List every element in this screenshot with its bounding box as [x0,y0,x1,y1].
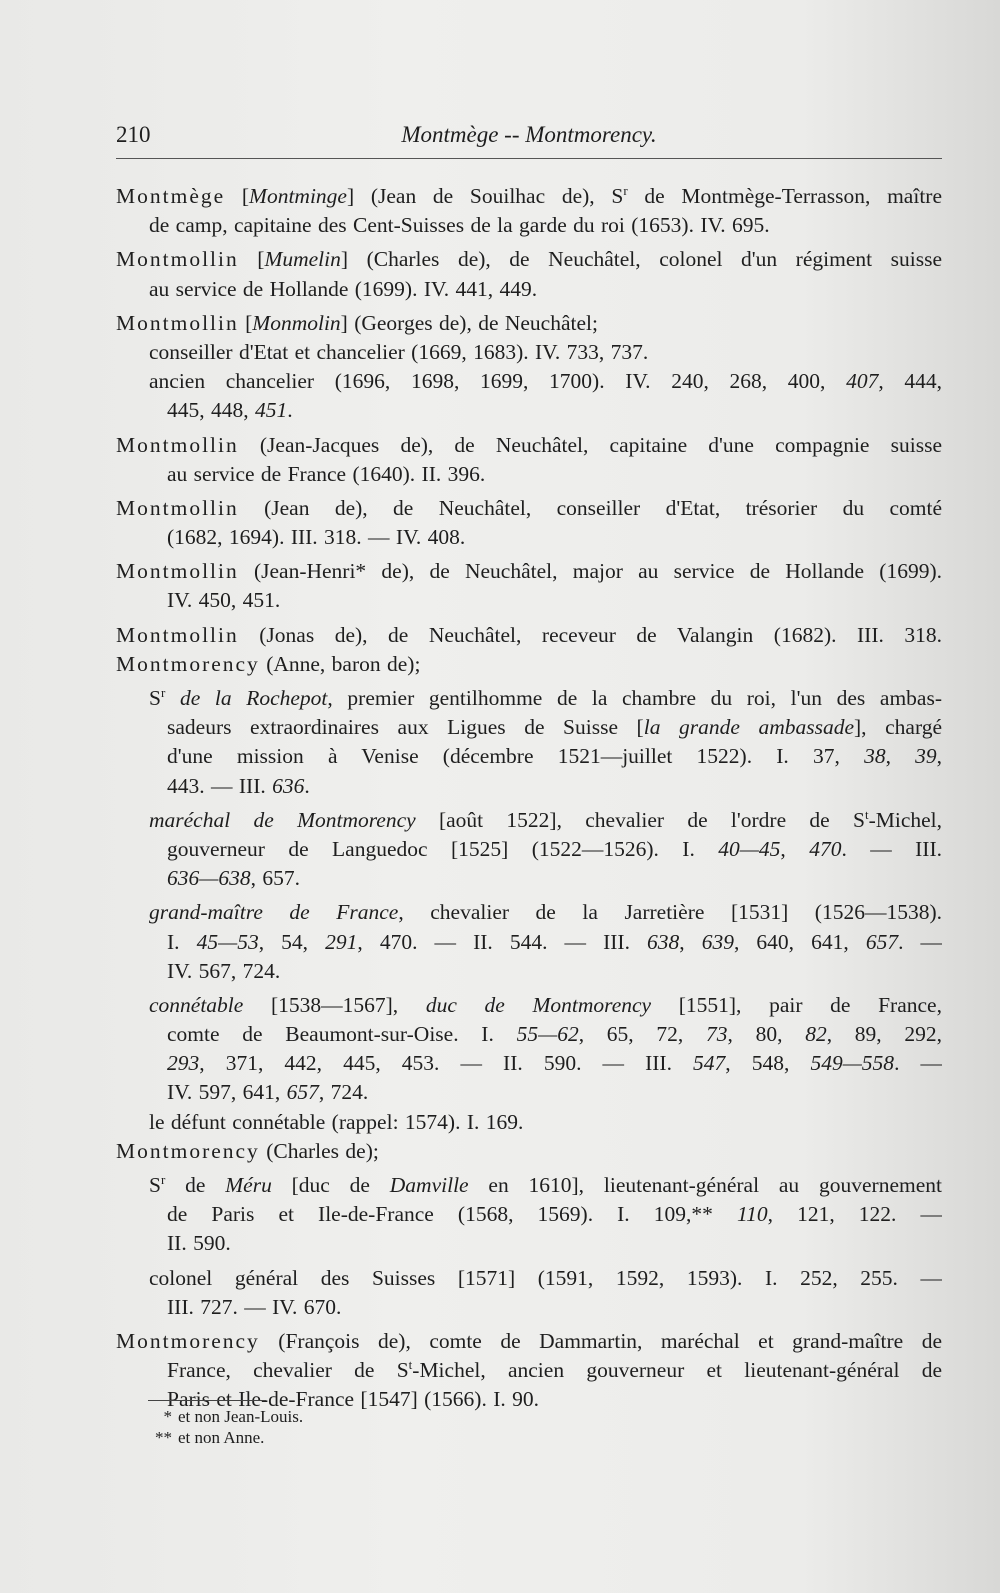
entry-line: Montmollin (Jean de), de Neuchâtel, conseiller d'Etat, trésorier du comté [116,495,942,520]
entry-line: au service de Hollande (1699). IV. 441, 449. [149,276,538,301]
entry-line: 293, 371, 442, 445, 453. — II. 590. — III. 547, 548, 549—558. — [167,1051,942,1076]
entry-line: connétable [1538—1567], duc de Montmorency [1551], pair de France, [149,992,942,1017]
page-header [116,118,942,158]
entry-line: sadeurs extraordinaires aux Ligues de Suisse [la grande ambassade], chargé [167,715,942,740]
entry-line: Montmollin [Monmolin] (Georges de), de Neuchâtel; [116,310,598,335]
entry-line: Montmorency (Charles de); [116,1138,379,1163]
entry-line: ancien chancelier (1696, 1698, 1699, 1700). IV. 240, 268, 400, 407, 444, [149,369,942,394]
entry-line: au service de France (1640). II. 396. [167,461,486,486]
entry-line: $S^r$ de la Rochepot, premier gentilhomme de la chambre du roi, l'un des ambas- [149,684,942,710]
footnote-rule [148,1400,266,1401]
entry-line: $S^r$ de Méru [duc de Damville en 1610], lieutenant-général au gouvernement [149,1171,942,1197]
entry-line: comte de Beaumont-sur-Oise. I. 55—62, 65, 72, 73, 80, 82, 89, 292, [167,1022,942,1047]
entry-line: III. 727. — IV. 670. [167,1294,342,1319]
entry-line: d'une mission à Venise (décembre 1521—juillet 1522). I. 37, 38, 39, [167,744,942,769]
entry-line: Montmollin (Jean-Jacques de), de Neuchâtel, capitaine d'une compagnie suisse [116,432,942,457]
entry-line: de Paris et Ile-de-France (1568, 1569). I. 109,** 110, 121, 122. — [167,1202,942,1227]
entry-line: gouverneur de Languedoc [1525] (1522—1526). I. 40—45, 470. — III. [167,836,942,861]
entry-line: Montmollin (Jean-Henri* de), de Neuchâtel, major au service de Hollande (1699). [116,559,942,584]
entry-line: de camp, capitaine des Cent-Suisses de la garde du roi (1653). IV. 695. [149,213,770,238]
entry-line: 636—638, 657. [167,866,300,891]
entry-line: IV. 450, 451. [167,588,281,613]
index-body [116,182,942,1415]
header-rule [116,158,942,159]
entry-line: le défunt connétable (rappel: 1574). I. 169. [149,1109,524,1134]
entry-line: grand-maître de France, chevalier de la Jarretière [1531] (1526—1538). [149,900,942,925]
footnote: * et non Jean-Louis. [163,1407,304,1426]
entry-line: France, chevalier de $S^t$-Michel, ancien gouverneur et lieutenant-général de [167,1356,942,1383]
entry-line: Paris et Ile-de-France [1547] (1566). I. 90. [167,1387,539,1412]
entry-line: IV. 567, 724. [167,958,281,983]
entry-line: 445, 448, 451. [167,398,293,423]
entry-line: colonel général des Suisses [1571] (1591, 1592, 1593). I. 252, 255. — [149,1265,942,1290]
entry-line: (1682, 1694). III. 318. — IV. 408. [167,525,466,550]
entry-line: Montmollin [Mumelin] (Charles de), de Neuchâtel, colonel d'un régiment suisse [116,247,942,272]
entry-line: maréchal de Montmorency [août 1522], chevalier de l'ordre de $S^t$-Michel, [149,806,942,832]
entry-line: I. 45—53, 54, 291, 470. — II. 544. — III. 638, 639, 640, 641, 657. — [167,929,942,954]
entry-line: Montmollin (Jonas de), de Neuchâtel, receveur de Valangin (1682). III. 318. [116,622,942,647]
footnote: ** et non Anne. [155,1428,265,1447]
entry-line: IV. 597, 641, 657, 724. [167,1080,369,1105]
entry-line: Montmorency (Anne, baron de); [116,651,421,676]
entry-line: II. 590. [167,1231,231,1256]
entry-line: Montmorency (François de), comte de Dammartin, maréchal et grand-maître de [116,1328,942,1353]
entry-line: 443. — III. 636. [167,773,310,798]
running-title: Montmège -- Montmorency. [401,122,657,147]
entry-line: Montmège [Montminge] (Jean de Souilhac de), $S^r$ de Montmège-Terrasson, maître [116,182,942,208]
page-number: 210 [116,122,151,147]
footnotes [148,1406,303,1448]
entry-line: conseiller d'Etat et chancelier (1669, 1683). IV. 733, 737. [149,339,649,364]
